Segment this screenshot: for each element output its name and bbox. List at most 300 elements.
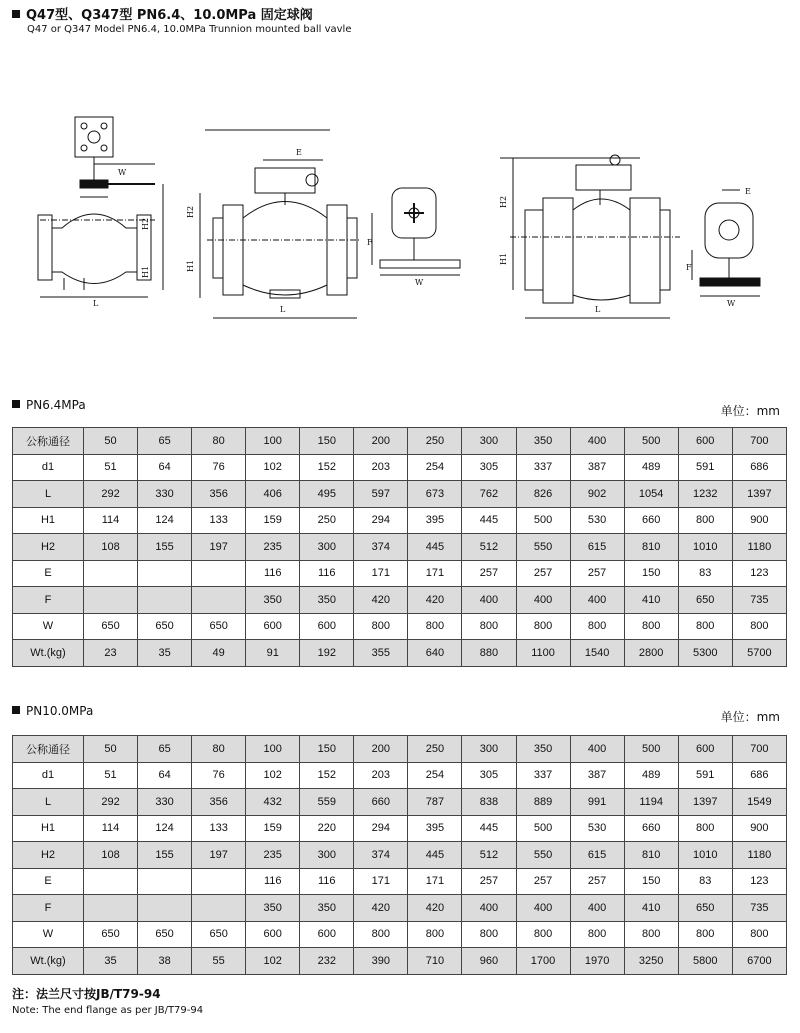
table-cell: 550 [516, 842, 570, 869]
table-cell: 445 [462, 815, 516, 842]
table-cell [84, 868, 138, 895]
table-cell: 650 [678, 895, 732, 922]
table-row [13, 895, 787, 922]
table-cell: 337 [516, 762, 570, 789]
table-cell: 100 [246, 736, 300, 763]
table-cell: 800 [516, 921, 570, 948]
table-cell: 420 [354, 895, 408, 922]
table-cell: 673 [408, 481, 462, 508]
table-cell [192, 868, 246, 895]
label-e: E [296, 148, 302, 157]
table-cell: 640 [408, 640, 462, 667]
table-cell: 108 [84, 842, 138, 869]
table-cell: 600 [246, 921, 300, 948]
table-cell: 114 [84, 815, 138, 842]
table-cell: 350 [516, 736, 570, 763]
table-cell [192, 560, 246, 587]
table-cell: 257 [516, 868, 570, 895]
row-label-cell: H1 [13, 815, 84, 842]
table-cell: 116 [300, 868, 354, 895]
table-row [13, 762, 787, 789]
table-cell: 800 [732, 921, 786, 948]
label-w-2: W [415, 278, 424, 287]
table-cell: 5300 [678, 640, 732, 667]
notes [12, 985, 203, 1016]
table-cell: 800 [624, 613, 678, 640]
table-cell: 880 [462, 640, 516, 667]
table-row [13, 560, 787, 587]
table-cell: 1397 [732, 481, 786, 508]
table-cell [84, 895, 138, 922]
table-cell: 200 [354, 736, 408, 763]
table-row [13, 815, 787, 842]
table-cell: 203 [354, 454, 408, 481]
table-cell: 83 [678, 868, 732, 895]
table-cell: 650 [138, 613, 192, 640]
table-cell: 800 [462, 921, 516, 948]
table-cell: 762 [462, 481, 516, 508]
table-cell: 512 [462, 842, 516, 869]
table-cell: 400 [570, 428, 624, 455]
table-cell: 1180 [732, 842, 786, 869]
table-cell: 64 [138, 762, 192, 789]
table-cell: 650 [84, 921, 138, 948]
table-cell: 197 [192, 534, 246, 561]
table-cell: 1194 [624, 789, 678, 816]
table-cell: 116 [246, 560, 300, 587]
table-cell: 1010 [678, 534, 732, 561]
table-cell: 445 [408, 842, 462, 869]
table-cell: 64 [138, 454, 192, 481]
table-cell: 615 [570, 534, 624, 561]
table-cell: 700 [732, 428, 786, 455]
table-cell: 960 [462, 948, 516, 975]
unit-label-pn100: 单位：mm [720, 710, 780, 724]
table-cell: 292 [84, 481, 138, 508]
table-cell: 650 [192, 613, 246, 640]
table-cell: 591 [678, 762, 732, 789]
table-cell: 800 [354, 921, 408, 948]
table-cell: 660 [624, 507, 678, 534]
table-cell: 350 [300, 587, 354, 614]
table-cell: 902 [570, 481, 624, 508]
table-cell: 826 [516, 481, 570, 508]
row-label-cell: d1 [13, 454, 84, 481]
table-cell: 305 [462, 762, 516, 789]
table-cell: 350 [300, 895, 354, 922]
table-cell: 1100 [516, 640, 570, 667]
table-cell: 800 [354, 613, 408, 640]
table-cell: 395 [408, 815, 462, 842]
table-cell: 50 [84, 736, 138, 763]
table-cell: 400 [570, 587, 624, 614]
row-label-cell: H1 [13, 507, 84, 534]
table-cell: 350 [516, 428, 570, 455]
table-cell: 530 [570, 507, 624, 534]
table-cell: 600 [246, 613, 300, 640]
table-cell: 102 [246, 762, 300, 789]
bullet-square-icon [12, 10, 20, 18]
table-row [13, 613, 787, 640]
table-cell: 650 [138, 921, 192, 948]
table-cell: 108 [84, 534, 138, 561]
table-cell: 155 [138, 842, 192, 869]
table-cell: 700 [732, 736, 786, 763]
table-cell: 800 [624, 921, 678, 948]
table-cell: 889 [516, 789, 570, 816]
table-cell: 615 [570, 842, 624, 869]
table-cell: 710 [408, 948, 462, 975]
table-cell: 171 [408, 868, 462, 895]
table-row [13, 842, 787, 869]
table-cell: 406 [246, 481, 300, 508]
table-cell: 432 [246, 789, 300, 816]
table-cell: 530 [570, 815, 624, 842]
page-subtitle: Q47 or Q347 Model PN6.4, 10.0MPa Trunnion mounted ball vavle [27, 24, 352, 35]
row-label-cell: L [13, 481, 84, 508]
table-cell: 420 [408, 895, 462, 922]
table-row [13, 948, 787, 975]
row-label-cell: 公称通径 [13, 736, 84, 763]
label-f: F [367, 238, 373, 247]
row-label-cell: W [13, 613, 84, 640]
table-row [13, 454, 787, 481]
table-cell: 330 [138, 481, 192, 508]
table-cell: 1397 [678, 789, 732, 816]
table-cell: 116 [246, 868, 300, 895]
table-cell: 171 [408, 560, 462, 587]
drawing-gear-valve [186, 130, 360, 318]
table-cell: 150 [624, 560, 678, 587]
table-cell: 445 [408, 534, 462, 561]
label-h1-2: H1 [186, 259, 195, 272]
table-cell: 124 [138, 815, 192, 842]
table-row [13, 789, 787, 816]
table-cell: 133 [192, 507, 246, 534]
table-cell: 38 [138, 948, 192, 975]
label-h1-3: H1 [499, 252, 508, 265]
table-cell: 49 [192, 640, 246, 667]
table-cell: 374 [354, 842, 408, 869]
table-cell: 400 [570, 895, 624, 922]
table-cell: 1180 [732, 534, 786, 561]
table-cell: 400 [462, 895, 516, 922]
page-title [12, 4, 313, 23]
drawing-side-view [367, 188, 460, 287]
row-label-cell: Wt.(kg) [13, 640, 84, 667]
table-cell: 100 [246, 428, 300, 455]
table-cell: 171 [354, 560, 408, 587]
table-cell: 294 [354, 507, 408, 534]
table-cell: 800 [678, 507, 732, 534]
spec-table-pn64 [12, 427, 787, 667]
table-cell: 250 [300, 507, 354, 534]
table-cell: 123 [732, 868, 786, 895]
table-cell: 660 [354, 789, 408, 816]
label-f-2: F [686, 263, 692, 272]
table-cell [84, 560, 138, 587]
table-cell: 600 [300, 921, 354, 948]
row-label-cell: H2 [13, 842, 84, 869]
table-cell: 232 [300, 948, 354, 975]
table-cell: 83 [678, 560, 732, 587]
table-cell: 350 [246, 895, 300, 922]
table-cell: 330 [138, 789, 192, 816]
row-label-cell: F [13, 895, 84, 922]
spec-table-pn100 [12, 735, 787, 975]
table-cell: 400 [462, 587, 516, 614]
table-cell: 400 [516, 895, 570, 922]
table-cell: 55 [192, 948, 246, 975]
table-row [13, 640, 787, 667]
table-cell: 235 [246, 534, 300, 561]
section-title-pn100: PN10.0MPa [12, 704, 93, 718]
table-cell: 735 [732, 587, 786, 614]
note-cn: 注：法兰尺寸按JB/T79-94 [12, 987, 161, 1001]
table-cell [192, 895, 246, 922]
bullet-square-icon [12, 706, 20, 714]
table-cell: 257 [462, 868, 516, 895]
table-row [13, 587, 787, 614]
table-cell: 355 [354, 640, 408, 667]
table-cell: 800 [732, 613, 786, 640]
unit-label-pn64: 单位：mm [720, 404, 780, 418]
table-cell: 356 [192, 481, 246, 508]
table-cell: 1010 [678, 842, 732, 869]
table-cell: 155 [138, 534, 192, 561]
table-cell: 1232 [678, 481, 732, 508]
table-cell: 300 [300, 534, 354, 561]
table-cell [138, 587, 192, 614]
table-cell: 91 [246, 640, 300, 667]
table-cell: 23 [84, 640, 138, 667]
table-cell: 387 [570, 454, 624, 481]
table-cell: 800 [408, 613, 462, 640]
table-cell: 171 [354, 868, 408, 895]
table-cell: 800 [570, 921, 624, 948]
table-cell: 800 [570, 613, 624, 640]
table-cell: 102 [246, 454, 300, 481]
table-cell: 445 [462, 507, 516, 534]
table-cell: 257 [570, 560, 624, 587]
table-cell: 159 [246, 507, 300, 534]
label-l: L [93, 299, 99, 308]
table-cell: 254 [408, 762, 462, 789]
table-cell: 810 [624, 842, 678, 869]
table-cell: 800 [678, 921, 732, 948]
table-cell: 600 [678, 428, 732, 455]
drawing-side-view-2 [686, 187, 760, 308]
table-cell: 735 [732, 895, 786, 922]
table-cell: 1700 [516, 948, 570, 975]
table-cell: 686 [732, 454, 786, 481]
label-h1: H1 [141, 265, 150, 278]
table-cell: 410 [624, 895, 678, 922]
table-cell: 150 [300, 428, 354, 455]
table-cell: 500 [516, 507, 570, 534]
table-cell: 500 [624, 428, 678, 455]
table-cell: 550 [516, 534, 570, 561]
table-cell: 650 [192, 921, 246, 948]
table-row [13, 868, 787, 895]
table-cell: 294 [354, 815, 408, 842]
table-cell: 387 [570, 762, 624, 789]
table-cell: 197 [192, 842, 246, 869]
row-label-cell: E [13, 560, 84, 587]
table-cell: 650 [84, 613, 138, 640]
table-cell: 192 [300, 640, 354, 667]
drawing-large-valve [499, 155, 680, 318]
row-label-cell: W [13, 921, 84, 948]
table-cell: 660 [624, 815, 678, 842]
table-row [13, 534, 787, 561]
table-cell: 1540 [570, 640, 624, 667]
table-cell: 114 [84, 507, 138, 534]
table-cell: 133 [192, 815, 246, 842]
table-cell: 2800 [624, 640, 678, 667]
table-cell: 65 [138, 736, 192, 763]
bullet-square-icon [12, 400, 20, 408]
table-cell: 116 [300, 560, 354, 587]
table-cell: 1970 [570, 948, 624, 975]
table-cell: 80 [192, 428, 246, 455]
table-cell: 220 [300, 815, 354, 842]
table-cell: 500 [516, 815, 570, 842]
row-label-cell: 公称通径 [13, 428, 84, 455]
table-cell: 292 [84, 789, 138, 816]
label-h2: H2 [141, 217, 150, 230]
label-w: W [118, 168, 127, 177]
table-cell: 300 [300, 842, 354, 869]
table-cell: 35 [138, 640, 192, 667]
table-cell: 600 [678, 736, 732, 763]
table-cell: 400 [516, 587, 570, 614]
table-cell: 257 [570, 868, 624, 895]
table-cell: 686 [732, 762, 786, 789]
table-cell: 420 [408, 587, 462, 614]
table-cell: 410 [624, 587, 678, 614]
table-cell: 420 [354, 587, 408, 614]
table-cell: 512 [462, 534, 516, 561]
table-cell: 3250 [624, 948, 678, 975]
label-e-2: E [745, 187, 751, 196]
table-cell: 235 [246, 842, 300, 869]
table-cell: 150 [300, 736, 354, 763]
table-cell: 350 [246, 587, 300, 614]
table-cell: 123 [732, 560, 786, 587]
table-cell [192, 587, 246, 614]
table-cell: 124 [138, 507, 192, 534]
table-cell: 489 [624, 454, 678, 481]
table-cell: 991 [570, 789, 624, 816]
table-cell: 200 [354, 428, 408, 455]
table-cell: 152 [300, 762, 354, 789]
label-h2-3: H2 [499, 195, 508, 208]
table-cell: 305 [462, 454, 516, 481]
table-cell: 600 [300, 613, 354, 640]
table-header-row [13, 428, 787, 455]
table-cell: 300 [462, 428, 516, 455]
table-cell: 356 [192, 789, 246, 816]
table-cell: 6700 [732, 948, 786, 975]
table-cell: 257 [462, 560, 516, 587]
table-cell: 35 [84, 948, 138, 975]
row-label-cell: Wt.(kg) [13, 948, 84, 975]
table-cell: 838 [462, 789, 516, 816]
table-cell [138, 868, 192, 895]
table-cell: 159 [246, 815, 300, 842]
table-header-row [13, 736, 787, 763]
table-cell: 1054 [624, 481, 678, 508]
table-cell: 390 [354, 948, 408, 975]
table-cell: 65 [138, 428, 192, 455]
table-cell: 152 [300, 454, 354, 481]
table-row [13, 507, 787, 534]
table-cell: 559 [300, 789, 354, 816]
label-h2-2: H2 [186, 205, 195, 218]
table-cell: 489 [624, 762, 678, 789]
note-en: Note: The end flange as per JB/T79-94 [12, 1005, 204, 1016]
table-cell: 5700 [732, 640, 786, 667]
table-cell: 800 [462, 613, 516, 640]
table-cell: 787 [408, 789, 462, 816]
table-cell: 500 [624, 736, 678, 763]
row-label-cell: L [13, 789, 84, 816]
table-cell: 150 [624, 868, 678, 895]
drawing-small-valve [38, 117, 163, 308]
table-cell: 591 [678, 454, 732, 481]
table-cell: 800 [408, 921, 462, 948]
table-cell: 900 [732, 815, 786, 842]
table-cell: 76 [192, 762, 246, 789]
table-cell: 495 [300, 481, 354, 508]
table-cell: 800 [678, 815, 732, 842]
label-l-2: L [280, 305, 286, 314]
valve-drawings [0, 100, 800, 330]
table-row [13, 481, 787, 508]
label-l-3: L [595, 305, 601, 314]
table-cell: 250 [408, 736, 462, 763]
table-cell: 810 [624, 534, 678, 561]
table-cell: 203 [354, 762, 408, 789]
table-cell: 374 [354, 534, 408, 561]
table-cell [138, 895, 192, 922]
table-cell [138, 560, 192, 587]
table-cell: 337 [516, 454, 570, 481]
table-cell: 50 [84, 428, 138, 455]
table-cell: 800 [678, 613, 732, 640]
table-cell [84, 587, 138, 614]
table-cell: 597 [354, 481, 408, 508]
table-row [13, 921, 787, 948]
row-label-cell: F [13, 587, 84, 614]
table-cell: 5800 [678, 948, 732, 975]
table-cell: 250 [408, 428, 462, 455]
title-cn: Q47型、Q347型 PN6.4、10.0MPa 固定球阀 [26, 8, 313, 23]
table-cell: 257 [516, 560, 570, 587]
table-cell: 76 [192, 454, 246, 481]
table-cell: 254 [408, 454, 462, 481]
table-cell: 395 [408, 507, 462, 534]
table-cell: 400 [570, 736, 624, 763]
table-cell: 1549 [732, 789, 786, 816]
table-cell: 300 [462, 736, 516, 763]
table-cell: 800 [516, 613, 570, 640]
table-cell: 51 [84, 762, 138, 789]
row-label-cell: H2 [13, 534, 84, 561]
table-cell: 80 [192, 736, 246, 763]
table-cell: 51 [84, 454, 138, 481]
